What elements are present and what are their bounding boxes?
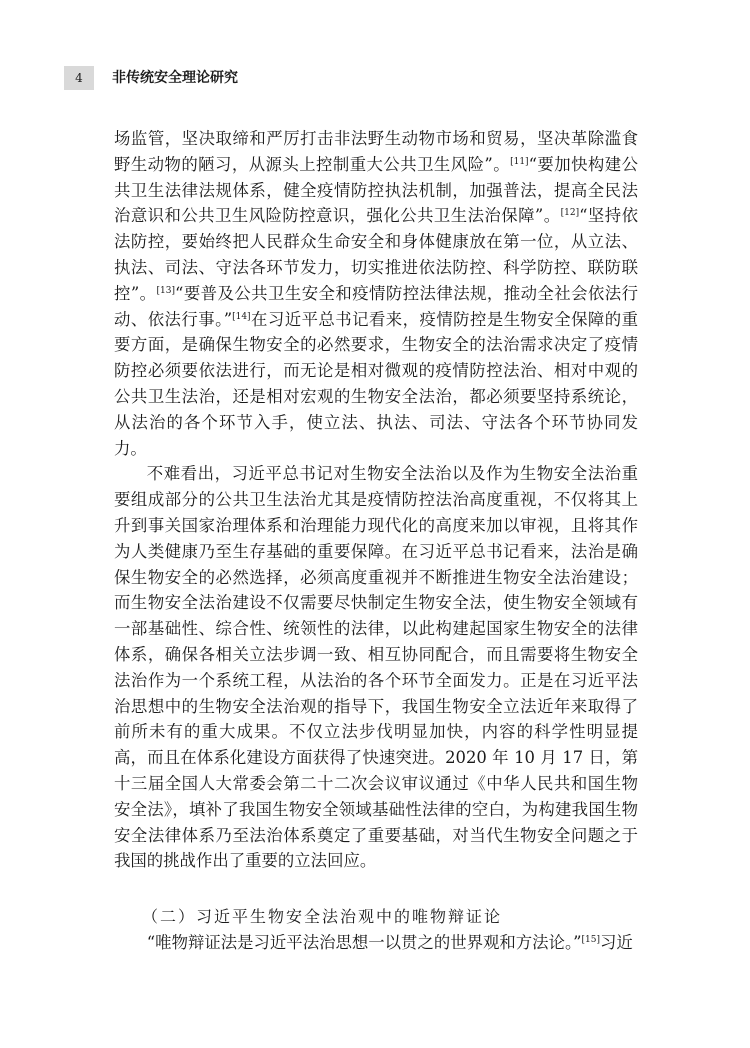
body-text (114, 126, 638, 956)
running-title: 非传统安全理论研究 (112, 70, 238, 86)
section-heading: （二）习近平生物安全法治观中的唯物辩证论 (142, 907, 503, 927)
text-span: 在习近平总书记看来，疫情防控是生物安全保障的重要方面，是确保生物安全的必然要求，生物安全的法治需求决定了疫情防控必须要依法进行，而无论是相对微观的疫情防控法治、相对中观的公共卫生法治，还是相对宏观的生物安全法治，都必须要坚持系统论，从法治的各个环节入手，使立法、执法、司法、守法各个环节协同发力。 (114, 309, 638, 458)
paragraph (114, 930, 638, 956)
text-span: “要加快构建公共卫生法律法规体系，健全疫情防控执法机制，加强普法，提高全民法治意识和公共卫生风险防控意识，强化公共卫生法治保障”。 (114, 154, 638, 226)
text-span: “要普及公共卫生安全和疫情防控法律法规，推动全社会依法行动、依法行事。” (114, 283, 638, 329)
footnote-ref: [12] (560, 208, 580, 219)
section-spacer (114, 874, 638, 904)
text-span: “唯物辩证法是习近平法治思想一以贯之的世界观和方法论。” (146, 932, 582, 952)
text-span: 场监管，坚决取缔和严厉打击非法野生动物市场和贸易，坚决革除滥食野生动物的陋习，从源头上控制重大公共卫生风险”。 (114, 129, 638, 174)
text-span: 习近 (600, 932, 633, 952)
page-number: 4 (64, 66, 94, 90)
page-header (64, 66, 644, 92)
footnote-ref: [11] (510, 156, 529, 167)
footnote-ref: [14] (232, 311, 251, 322)
paragraph-continued (114, 126, 638, 461)
footnote-ref: [13] (156, 285, 175, 296)
footnote-ref: [15] (581, 934, 600, 945)
text-span: “坚持依法防控，要始终把人民群众生命安全和身体健康放在第一位，从立法、执法、司法、守法各环节发力，切实推进依法防控、科学防控、联防联控”。 (114, 206, 638, 303)
paragraph: 不难看出，习近平总书记对生物安全法治以及作为生物安全法治重要组成部分的公共卫生法治尤其是疫情防控法治高度重视，不仅将其上升到事关国家治理体系和治理能力现代化的高度来加以审视，且将其作为人类健康乃至生存基础的重要保障。在习近平总书记看来，法治是确保生物安全的必然选择，必须高度重视并不断推进生物安全法治建设；而生物安全法治建设不仅需要尽快制定生物安全法，使生物安全领域有一部基础性、综合性、统领性的法律，以此构建起国家生物安全的法律体系，确保各相关立法步调一致、相互协同配合，而且需要将生物安全法治作为一个系统工程，从法治的各个环节全面发力。正是在习近平法治思想中的生物安全法治观的指导下，我国生物安全立法近年来取得了前所未有的重大成果。不仅立法步伐明显加快，内容的科学性明显提高，而且在体系化建设方面获得了快速突进。2020 年 10 月 17 日，第十三届全国人大常委会第二十二次会议审议通过《中华人民共和国生物安全法》，填补了我国生物安全领域基础性法律的空白，为构建我国生物安全法律体系乃至法治体系奠定了重要基础，对当代生物安全问题之于我国的挑战作出了重要的立法回应。 (114, 464, 638, 871)
